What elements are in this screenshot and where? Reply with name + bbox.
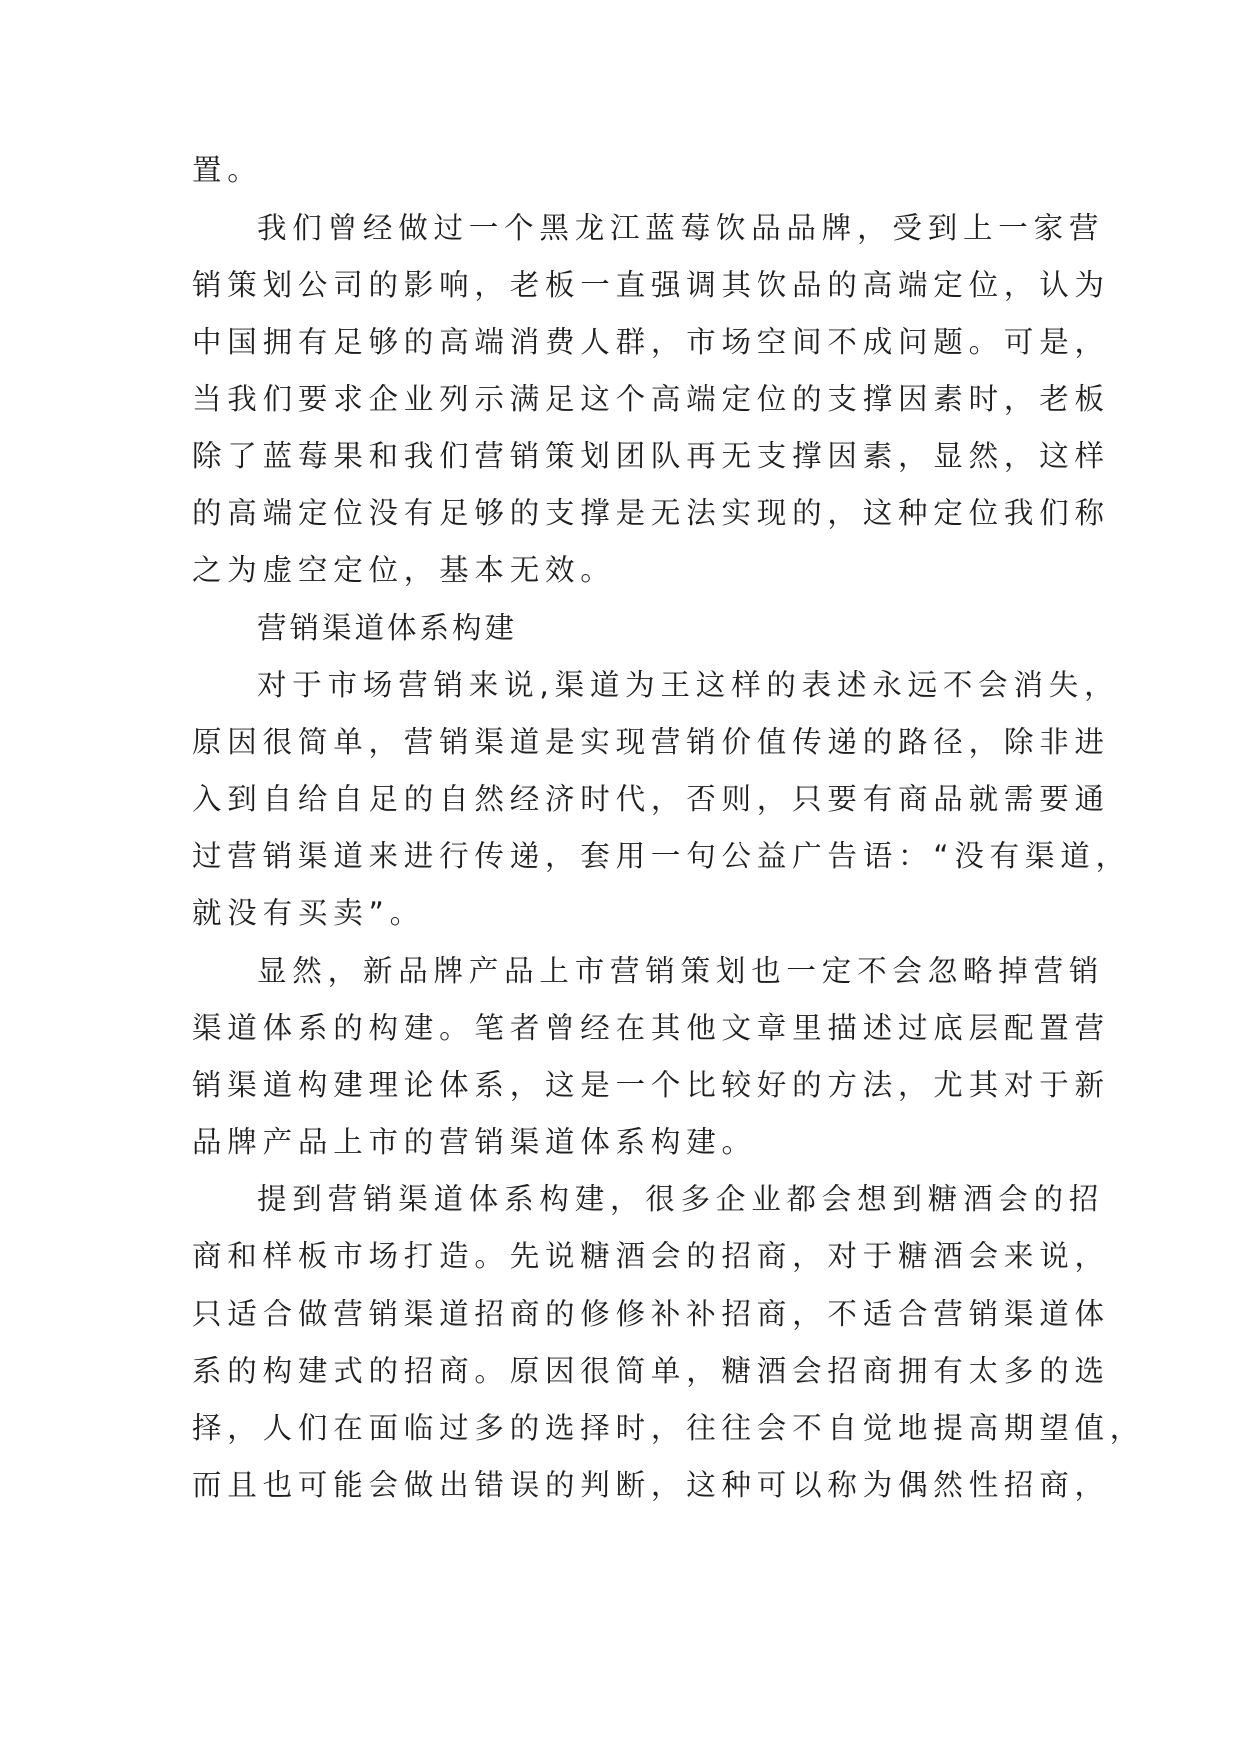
text-line: 而且也可能会做出错误的判断，这种可以称为偶然性招商， — [192, 1468, 1110, 1502]
text-line: 商和样板市场打造。先说糖酒会的招商，对于糖酒会来说， — [192, 1239, 1110, 1273]
text-line: 系的构建式的招商。原因很简单，糖酒会招商拥有太多的选 — [192, 1354, 1110, 1388]
text-line: 销策划公司的影响，老板一直强调其饮品的高端定位，认为 — [192, 268, 1110, 302]
text-line: 只适合做营销渠道招商的修修补补招商，不适合营销渠道体 — [192, 1297, 1110, 1331]
paragraph-first-line: 提到营销渠道体系构建，很多企业都会想到糖酒会的招 — [257, 1182, 1105, 1216]
text-line: 置。 — [192, 153, 263, 187]
text-line: 除了蓝莓果和我们营销策划团队再无支撑因素，显然，这样 — [192, 439, 1110, 473]
text-line: 就没有买卖”。 — [192, 896, 425, 930]
text-line: 中国拥有足够的高端消费人群，市场空间不成问题。可是， — [192, 325, 1110, 359]
text-line: 销渠道构建理论体系，这是一个比较好的方法，尤其对于新 — [192, 1068, 1110, 1102]
text-line: 原因很简单，营销渠道是实现营销价值传递的路径，除非进 — [192, 725, 1110, 759]
text-line: 的高端定位没有足够的支撑是无法实现的，这种定位我们称 — [192, 496, 1110, 530]
text-line: 择，人们在面临过多的选择时，往往会不自觉地提高期望值， — [192, 1411, 1146, 1445]
paragraph-first-line: 我们曾经做过一个黑龙江蓝莓饮品品牌，受到上一家营 — [257, 211, 1105, 245]
paragraph-first-line: 对于市场营销来说,渠道为王这样的表述永远不会消失， — [257, 668, 1120, 702]
text-line: 品牌产品上市的营销渠道体系构建。 — [192, 1125, 757, 1159]
text-line: 入到自给自足的自然经济时代，否则，只要有商品就需要通 — [192, 782, 1110, 816]
text-line: 之为虚空定位，基本无效。 — [192, 553, 616, 587]
section-heading: 营销渠道体系构建 — [257, 611, 518, 645]
text-line: 过营销渠道来进行传递，套用一句公益广告语：“没有渠道， — [192, 839, 1131, 873]
paragraph-first-line: 显然，新品牌产品上市营销策划也一定不会忽略掉营销 — [257, 954, 1105, 988]
text-line: 渠道体系的构建。笔者曾经在其他文章里描述过底层配置营 — [192, 1011, 1110, 1045]
text-line: 当我们要求企业列示满足这个高端定位的支撑因素时，老板 — [192, 382, 1110, 416]
